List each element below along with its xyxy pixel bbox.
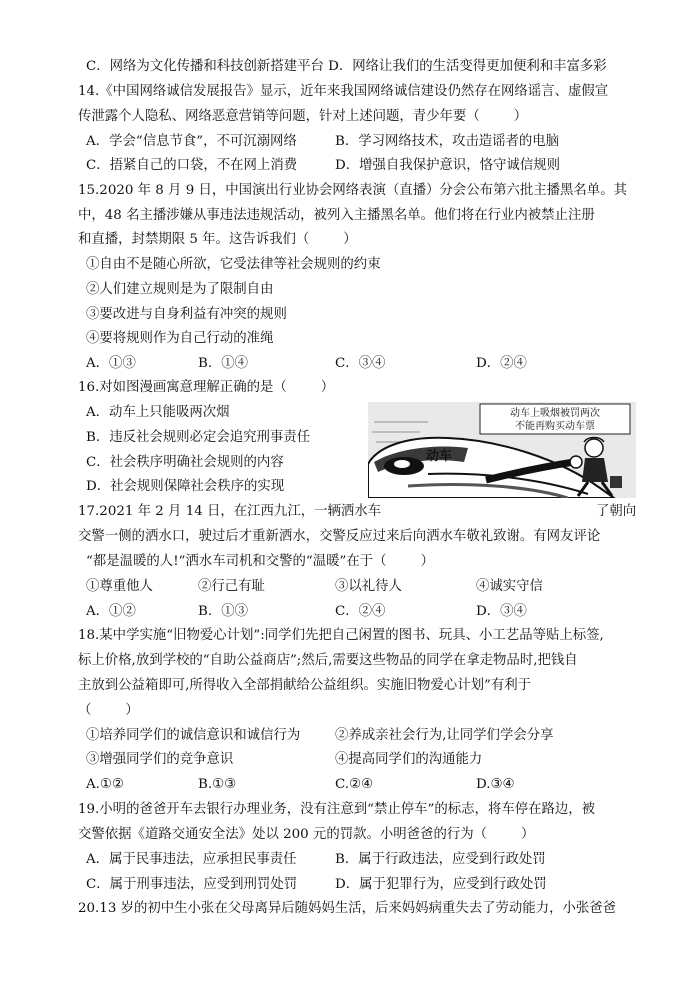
q18-statement-4: ④提高同学们的沟通能力 — [335, 752, 483, 767]
q17-statement-2: ②行己有耻 — [198, 579, 265, 594]
q19-stem-line1: 19.小明的爸爸开车去银行办理业务，没有注意到“禁止停车”的标志，将车停在路边，被 — [78, 802, 596, 817]
q17-option-c[interactable]: C．②④ — [335, 604, 386, 619]
q17-stem-bracket: ） — [420, 554, 434, 569]
q16-stem-bracket: ） — [320, 380, 335, 395]
q16-stem — [78, 379, 334, 397]
cartoon-caption-line1: 动车上吸烟被罚两次 — [510, 408, 600, 419]
q17-statement-3: ③以礼待人 — [335, 579, 402, 594]
q15-stem-bracket: ） — [343, 232, 357, 247]
q17-option-b[interactable]: B．①③ — [198, 604, 249, 619]
q18-stem-line2: 标上价格,放到学校的“自助公益商店”;然后,需要这些物品的同学在拿走物品时,把钱自 — [78, 653, 578, 668]
q15-option-b[interactable]: B．①④ — [198, 356, 249, 371]
q18-option-d[interactable]: D.③④ — [476, 777, 515, 792]
q16-option-b[interactable]: B．违反社会规则必定会追究刑事责任 — [86, 430, 311, 445]
q14-option-a[interactable]: A．学会“信息节食”，不可沉溺网络 — [86, 134, 297, 149]
q15-statement-1: ①自由不是随心所欲，它受法律等社会规则的约束 — [86, 257, 381, 272]
q15-option-d[interactable]: D．②④ — [476, 356, 527, 371]
q17-option-a[interactable]: A．①② — [86, 604, 136, 619]
q15-statement-2: ②人们建立规则是为了限制自由 — [86, 282, 274, 297]
q15-option-c[interactable]: C．③④ — [335, 356, 386, 371]
q17-stem-line1: 17.2021 年 2 月 14 日，在江西九江，一辆洒水车 — [78, 504, 382, 519]
q20-stem-line1: 20.13 岁的初中生小张在父母离异后随妈妈生活，后来妈妈病重失去了劳动能力，小张爸爸 — [78, 901, 617, 916]
q14-stem-line1: 14.《中国网络诚信发展报告》显示，近年来我国网络诚信建设仍然存在网络谣言、虚假宣 — [78, 84, 609, 99]
q15-stem-line2: 中，48 名主播涉嫌从事违法违规活动，被列入主播黑名单。他们将在行业内被禁止注册 — [78, 208, 595, 223]
q19-stem-bracket: ） — [521, 827, 535, 842]
q15-statement-3: ③要改进与自身利益有冲突的规则 — [86, 307, 287, 322]
q14-option-c[interactable]: C．捂紧自己的口袋，不在网上消费 — [86, 158, 298, 173]
q18-statement-2: ②养成亲社会行为,让同学们学会分享 — [335, 728, 554, 743]
q16-option-a[interactable]: A．动车上只能吸两次烟 — [86, 405, 230, 420]
q18-stem-bracket-close: ） — [125, 703, 139, 718]
q18-statement-1: ①培养同学们的诚信意识和诚信行为 — [86, 728, 301, 743]
q17-stem-line2: 交警一侧的洒水口，驶过后才重新洒水，交警反应过来后向洒水车敬礼致谢。有网友评论 — [78, 529, 601, 544]
q17-statement-4: ④诚实守信 — [476, 579, 543, 594]
q15-stem-line3 — [78, 231, 357, 249]
q18-stem-line3: 主放到公益箱即可,所得收入全部捐献给公益组织。实施旧物爱心计划”有利于 — [78, 678, 531, 693]
q19-option-a[interactable]: A．属于民事违法，应承担民事责任 — [86, 852, 297, 867]
q18-option-c[interactable]: C.②④ — [335, 777, 374, 792]
q15-option-a[interactable]: A．①③ — [86, 356, 136, 371]
q16-option-d[interactable]: D．社会规则保障社会秩序的实现 — [86, 479, 285, 494]
q17-option-d[interactable]: D．③④ — [476, 604, 527, 619]
q18-statement-3: ③增强同学们的竞争意识 — [86, 752, 234, 767]
q17-stem-line1-right: 了朝向 — [596, 504, 637, 519]
q18-option-b[interactable]: B.①③ — [198, 777, 237, 792]
q18-option-a[interactable]: A.①② — [86, 777, 124, 792]
q16-stem-text: 16.对如图漫画寓意理解正确的是（ — [78, 380, 287, 395]
q18-stem-line1: 18.某中学实施“旧物爱心计划”:同学们先把自己闲置的图书、玩具、小工艺品等贴上标签, — [78, 628, 604, 643]
q14-stem-line2 — [78, 108, 527, 126]
q19-option-b[interactable]: B．属于行政违法，应受到行政处罚 — [335, 852, 546, 867]
q17-statement-1: ①尊重他人 — [86, 579, 153, 594]
q14-stem-text: 传泄露个人隐私、网络恶意营销等问题，针对上述问题，青少年要（ — [78, 109, 480, 124]
q17-stem-text: “都是温暖的人!”洒水车司机和交警的“温暖”在于（ — [86, 554, 387, 569]
cartoon-caption-line2: 不能再购买动车票 — [515, 421, 595, 432]
q19-stem-line2 — [78, 826, 534, 844]
q14-option-d[interactable]: D．增强自我保护意识，恪守诚信规则 — [335, 158, 560, 173]
q19-option-c[interactable]: C．属于刑事违法，应受到刑罚处罚 — [86, 877, 298, 892]
q15-stem-line1: 15.2020 年 8 月 9 日，中国演出行业协会网络表演（直播）分会公布第六批主播黑名单。其 — [78, 183, 627, 198]
q17-stem-line3 — [86, 553, 434, 571]
q15-stem-text: 和直播，封禁期限 5 年。这告诉我们（ — [78, 232, 310, 247]
q16-option-c[interactable]: C．社会秩序明确社会规则的内容 — [86, 455, 284, 470]
cartoon-train-label: 动车 — [426, 449, 453, 464]
q14-option-b[interactable]: B．学习网络技术，攻击造谣者的电脑 — [335, 134, 560, 149]
q15-statement-4: ④要将规则作为自己行动的准绳 — [86, 331, 274, 346]
q18-stem-bracket-open: （ — [78, 703, 92, 718]
q13-options-line: C．网络为文化传播和科技创新搭建平台 D．网络让我们的生活变得更加便利和丰富多彩 — [86, 59, 607, 74]
q14-stem-bracket: ） — [513, 109, 528, 124]
train-smoking-cartoon — [368, 402, 636, 498]
q18-stem-line4 — [78, 702, 139, 720]
q19-stem-text: 交警依据《道路交通安全法》处以 200 元的罚款。小明爸爸的行为（ — [78, 827, 488, 842]
q19-option-d[interactable]: D．属于犯罪行为，应受到行政处罚 — [335, 877, 547, 892]
